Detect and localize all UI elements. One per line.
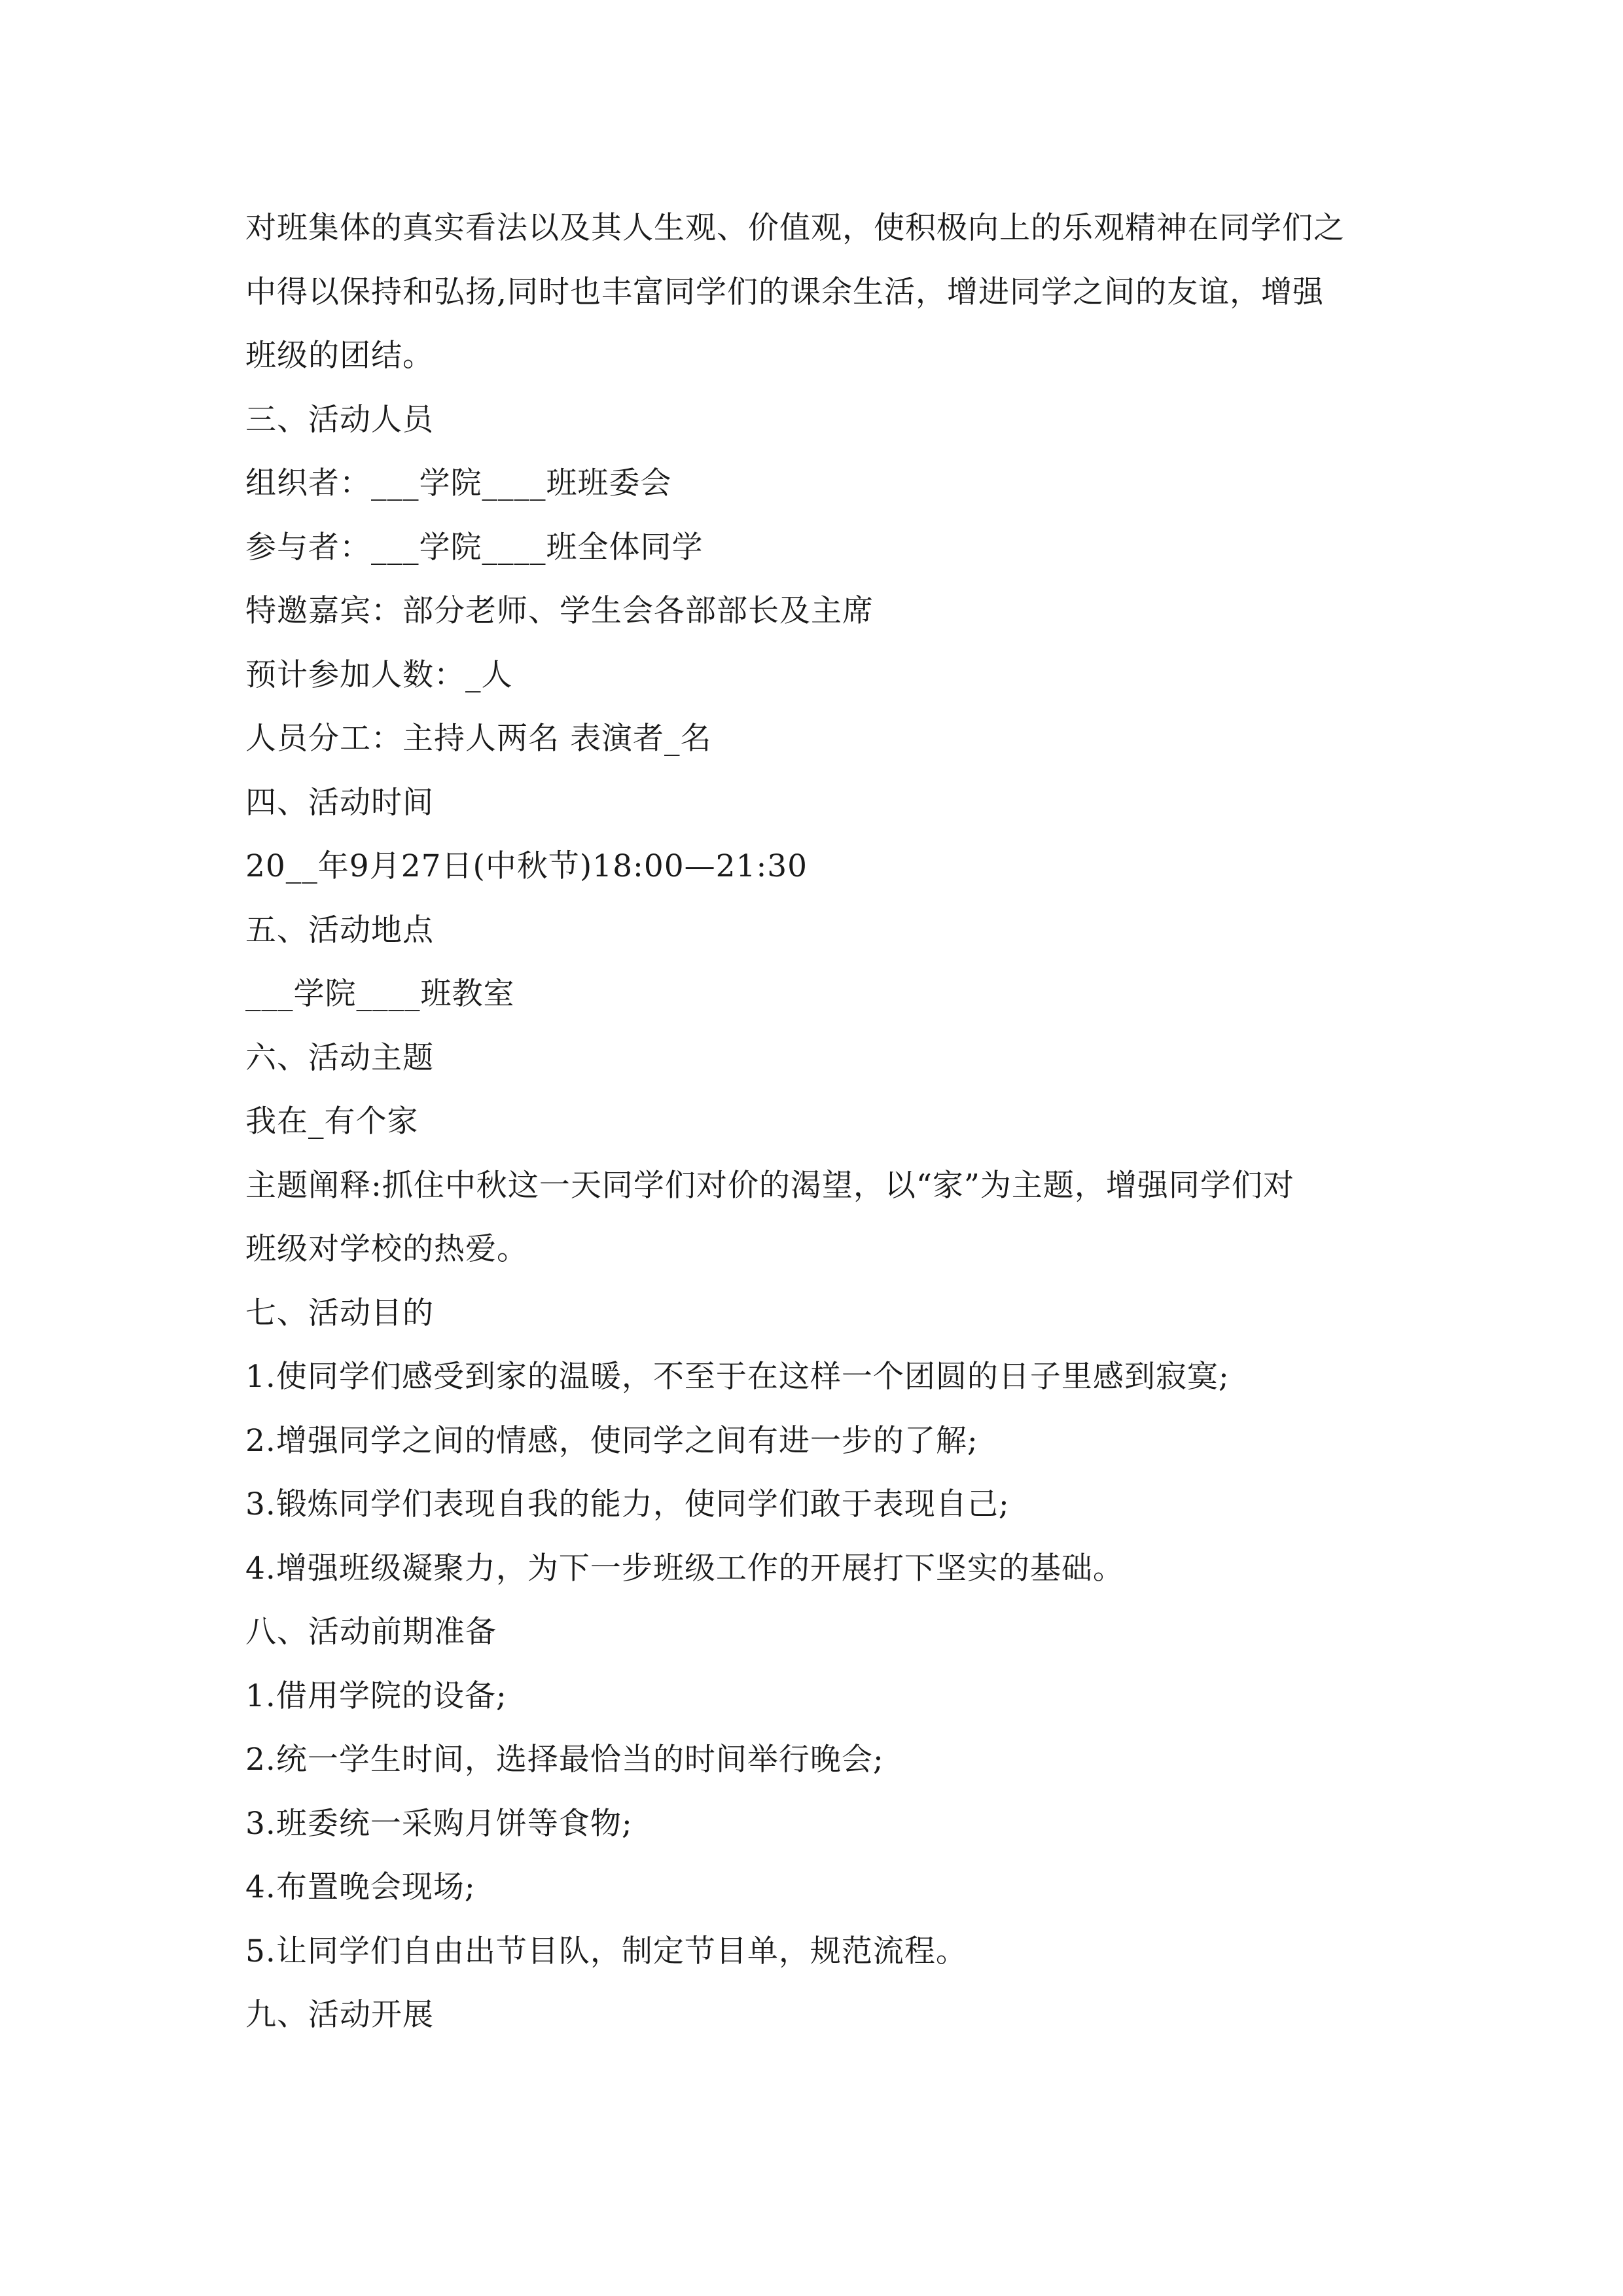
paragraph-line: 我在_有个家 [245,1103,419,1139]
list-item: 4.增强班级凝聚力，为下一步班级工作的开展打下坚实的基础。 [245,1550,1124,1587]
section-heading: 四、活动时间 [245,784,434,821]
paragraph-line: 组织者：___学院____班班委会 [245,465,672,501]
list-item: 2.统一学生时间，选择最恰当的时间举行晚会; [245,1742,884,1778]
paragraph-line: 班级对学校的热爱。 [245,1231,528,1267]
paragraph-line: 主题阐释:抓住中秋这一天同学们对价的渴望，以“家”为主题，增强同学们对 [245,1167,1294,1204]
list-item: 4.布置晚会现场; [245,1869,476,1905]
paragraph-line: 对班集体的真实看法以及其人生观、价值观，使积极向上的乐观精神在同学们之 [245,210,1345,246]
paragraph-line: 20__年9月27日(中秋节)18:00—21:30 [245,848,808,884]
list-item: 5.让同学们自由出节目队，制定节目单，规范流程。 [245,1933,967,1969]
section-heading: 八、活动前期准备 [245,1614,497,1650]
section-heading: 六、活动主题 [245,1039,434,1076]
list-item: 1.借用学院的设备; [245,1677,507,1714]
list-item: 3.班委统一采购月饼等食物; [245,1805,633,1842]
paragraph-line: 人员分工：主持人两名 表演者_名 [245,721,712,757]
paragraph-line: 特邀嘉宾：部分老师、学生会各部部长及主席 [245,593,874,629]
list-item: 3.锻炼同学们表现自我的能力，使同学们敢于表现自己; [245,1486,1010,1522]
section-heading: 三、活动人员 [245,401,434,438]
section-heading: 九、活动开展 [245,1997,434,2033]
list-item: 1.使同学们感受到家的温暖，不至于在这样一个团圆的日子里感到寂寞; [245,1359,1230,1395]
paragraph-line: 参与者：___学院____班全体同学 [245,529,704,565]
paragraph-line: 班级的团结。 [245,338,434,374]
paragraph-line: 预计参加人数：_人 [245,656,513,693]
document-page [245,196,1384,2047]
paragraph-line: 中得以保持和弘扬,同时也丰富同学们的课余生活，增进同学之间的友谊，增强 [245,274,1324,310]
list-item: 2.增强同学之间的情感，使同学之间有进一步的了解; [245,1422,978,1459]
section-heading: 七、活动目的 [245,1295,434,1331]
section-heading: 五、活动地点 [245,912,434,948]
paragraph-line: ___学院____班教室 [245,976,515,1012]
